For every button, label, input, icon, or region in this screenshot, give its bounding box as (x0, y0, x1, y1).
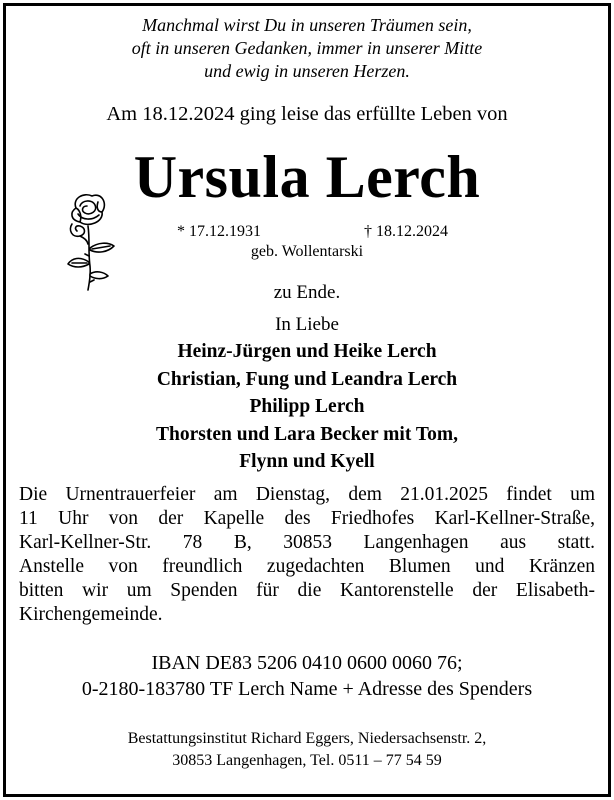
poem-line: und ewig in unseren Herzen. (204, 61, 410, 81)
family-list (6, 338, 608, 476)
birth-date: * 17.12.1931 (177, 223, 261, 240)
intro-text: Am 18.12.2024 ging leise das erfüllte Leben von (106, 103, 508, 125)
notice-line: bitten wir um Spenden für die Kantorenstelle der Elisabeth- (19, 580, 595, 601)
family-line: Christian, Fung und Leandra Lerch (156, 368, 458, 390)
family-line: Thorsten und Lara Becker mit Tom, (156, 423, 458, 445)
death-date: † 18.12.2024 (364, 223, 448, 240)
deceased-name: Ursula Lerch (133, 144, 481, 210)
notice-line: Anstelle von freundlich zugedachten Blumen und Kränzen (19, 556, 595, 577)
poem-line: Manchmal wirst Du in unseren Träumen sein, (142, 15, 472, 35)
undertaker-line: Bestattungsinstitut Richard Eggers, Niedersachsenstr. 2, (127, 730, 487, 747)
rose-icon (62, 190, 120, 292)
poem (6, 14, 608, 83)
notice-line: 11 Uhr von der Kapelle des Friedhofes Karl-Kellner-Straße, (19, 508, 595, 529)
end-text: zu Ende. (273, 282, 341, 303)
undertaker-info (6, 728, 608, 772)
bank-details (6, 650, 608, 702)
in-love-text: In Liebe (275, 314, 339, 335)
iban-text: IBAN DE83 5206 0410 0600 0060 76; (151, 652, 463, 674)
notice-line: Die Urnentrauerfeier am Dienstag, dem 21.01.2025 findet um (19, 484, 595, 505)
notice-line: Karl-Kellner-Str. 78 B, 30853 Langenhagen aus statt. (19, 532, 595, 553)
poem-line: oft in unseren Gedanken, immer in unserer Mitte (131, 38, 483, 58)
family-line: Heinz-Jürgen und Heike Lerch (177, 341, 437, 362)
notice-line: Kirchengemeinde. (19, 604, 163, 625)
reference-text: 0-2180-183780 TF Lerch Name + Adresse des Spenders (81, 678, 533, 700)
maiden-name: geb. Wollentarski (250, 243, 364, 260)
undertaker-line: 30853 Langenhagen, Tel. 0511 – 77 54 59 (172, 752, 442, 769)
family-line: Philipp Lerch (249, 396, 365, 417)
funeral-notice (19, 483, 595, 627)
family-line: Flynn und Kyell (239, 451, 375, 472)
